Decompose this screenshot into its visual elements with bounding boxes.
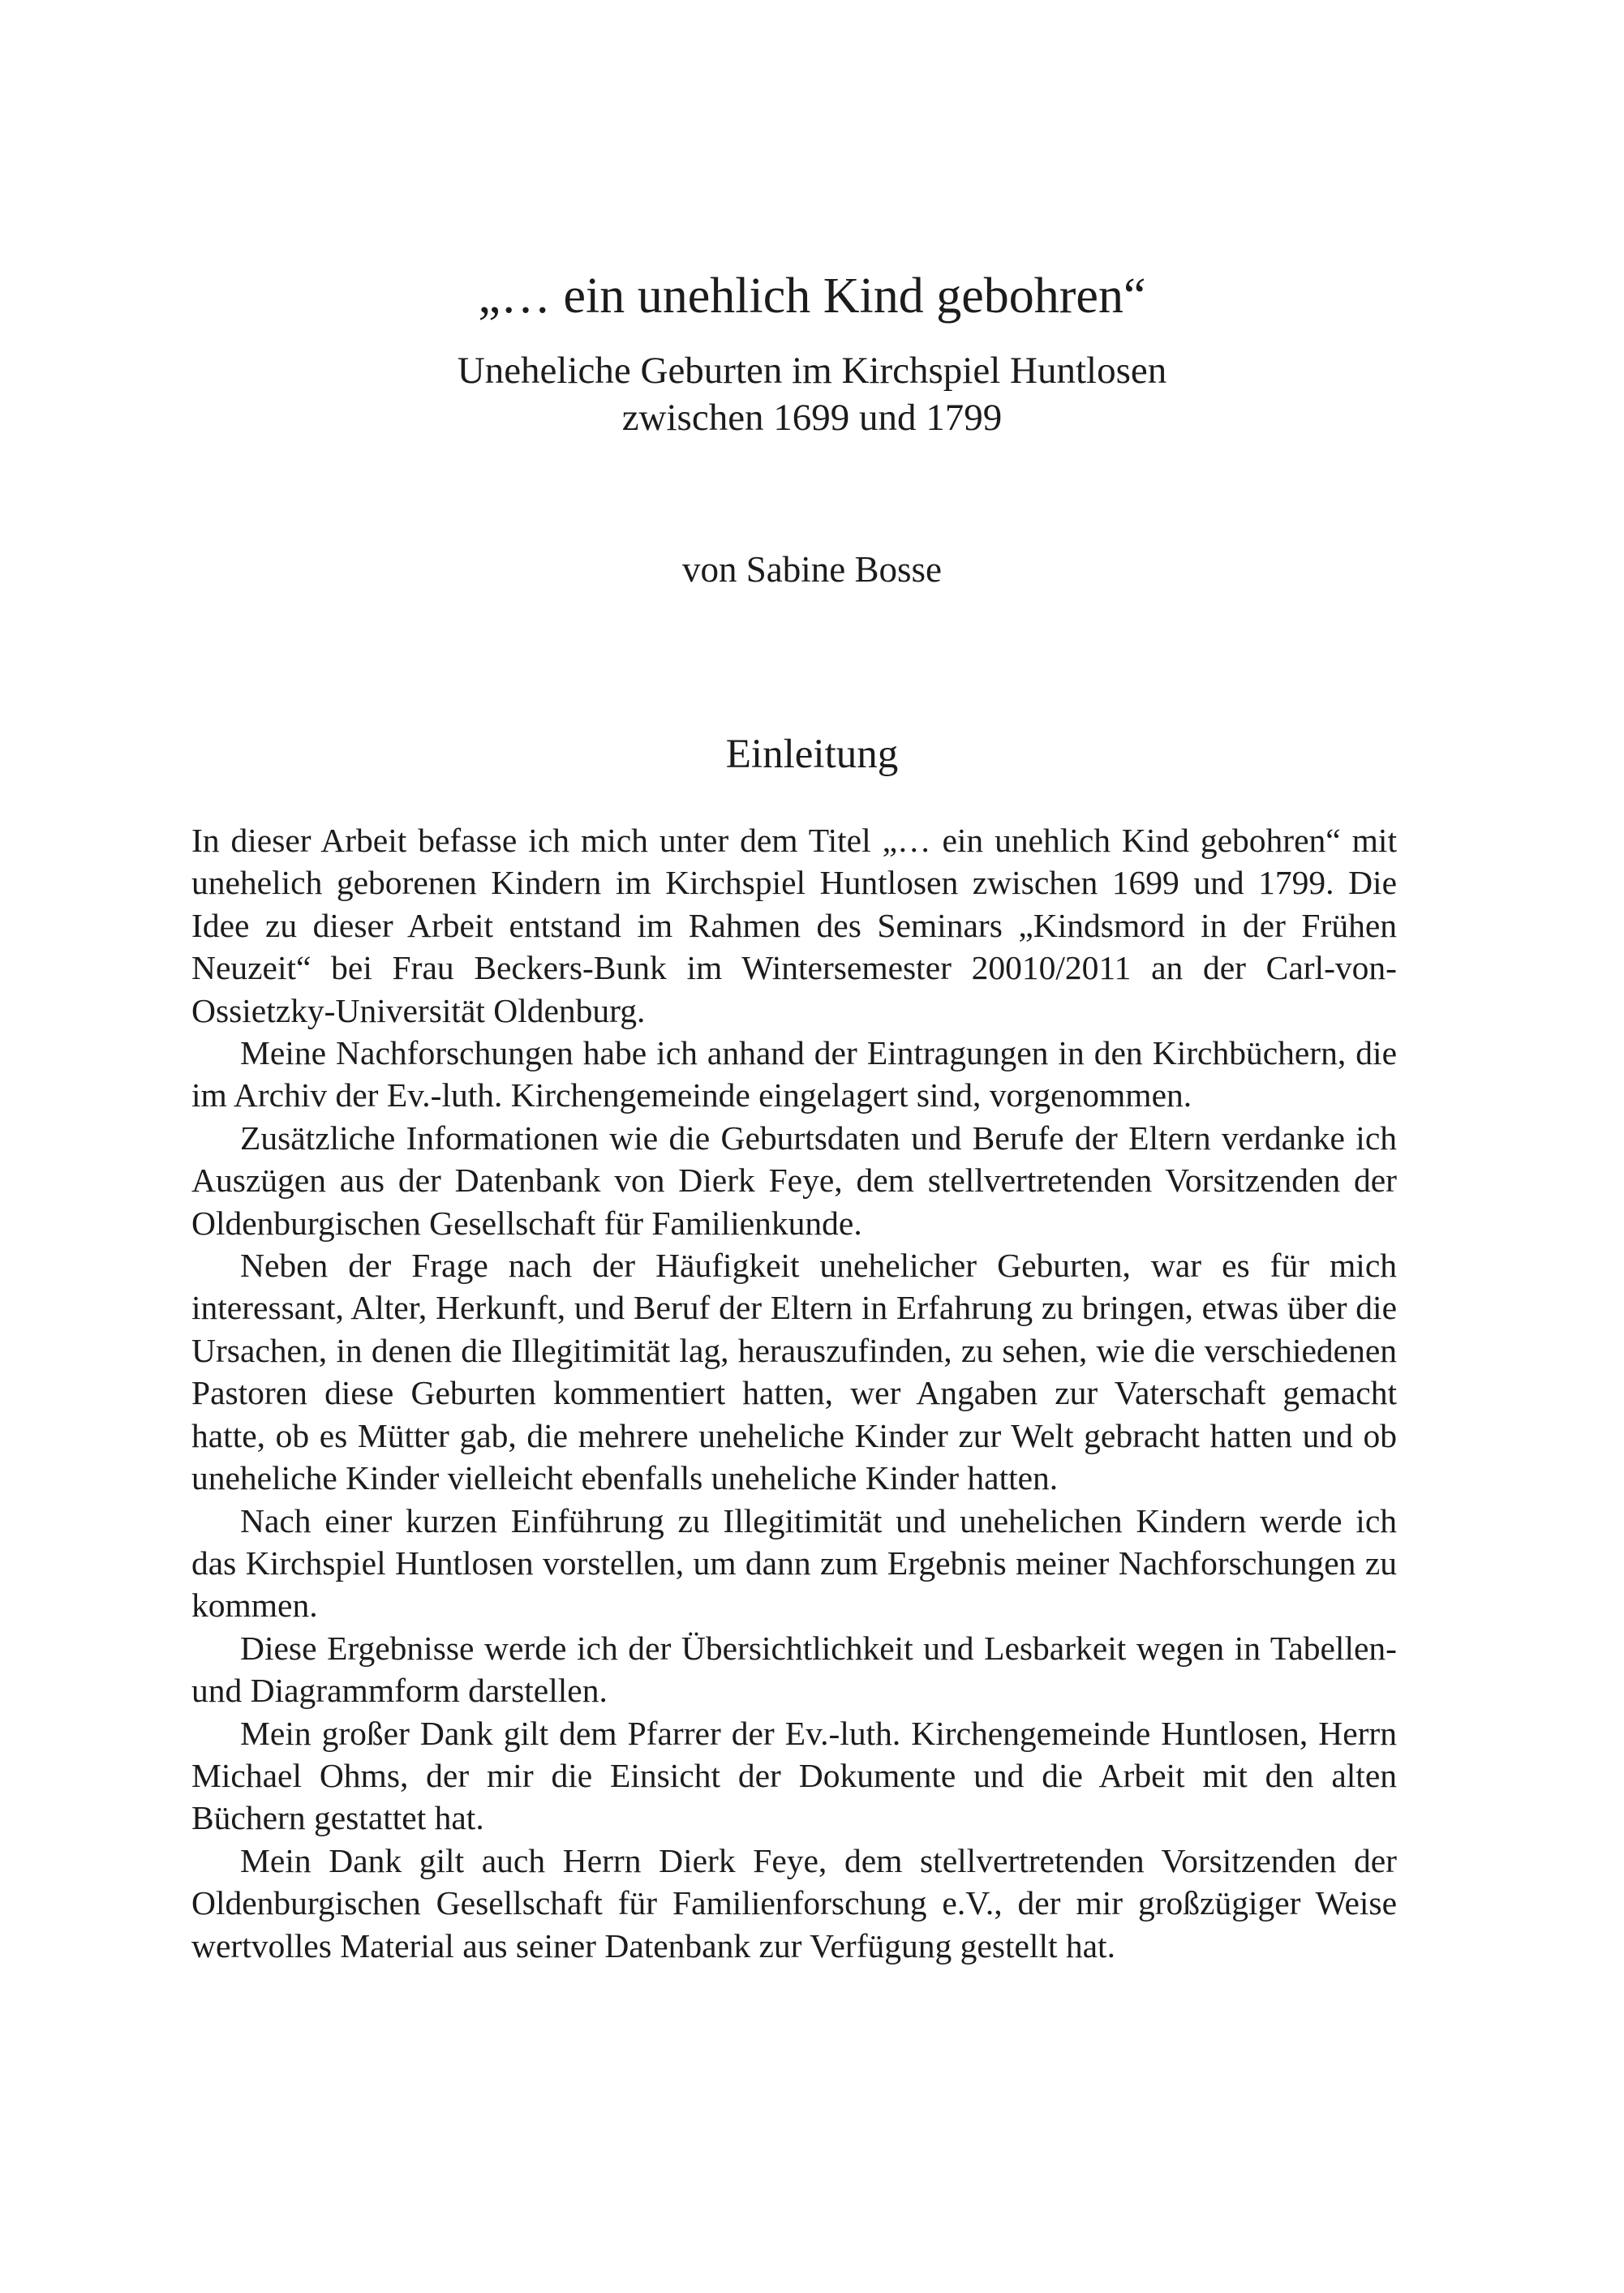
article-author: von Sabine Bosse [682, 549, 942, 590]
body-paragraph-4: Neben der Frage nach der Häufigkeit unehelicher Geburten, war es für mich interessant, Alter, Herkunft, und Beruf der Eltern in Erfahrung zu bringen, etwas über die Ursachen, in denen die Illegitimität lag, herauszufinden, zu sehen, wie die verschiedenen Pastoren diese Geburten kommentiert hatten, wer Angaben zur Vaterschaft gemacht hatte, ob es Mütter gab, die mehrere uneheliche Kinder zur Welt gebracht hatten und ob uneheliche Kinder vielleicht ebenfalls uneheliche Kinder hatten. [191, 1247, 1397, 1497]
subtitle-line-2: zwischen 1699 und 1799 [621, 397, 1003, 439]
body-paragraph-7: Mein großer Dank gilt dem Pfarrer der Ev.-luth. Kirchengemeinde Huntlosen, Herrn Michael Ohms, der mir die Einsicht der Dokumente und die Arbeit mit den alten Büchern gestattet hat. [191, 1714, 1397, 1837]
body-paragraph-8: Mein Dank gilt auch Herrn Dierk Feye, dem stellvertretenden Vorsitzenden der Oldenburgischen Gesellschaft für Familienforschung e.V., der mir großzügiger Weise wertvolles Material aus seiner Datenbank zur Verfügung gestellt hat. [191, 1841, 1397, 1965]
subtitle-line-1: Uneheliche Geburten im Kirchspiel Huntlosen [457, 350, 1167, 392]
body-paragraph-3: Zusätzliche Informationen wie die Geburtsdaten und Berufe der Eltern verdanke ich Auszügen aus der Datenbank von Dierk Feye, dem stellvertretenden Vorsitzenden der Oldenburgischen Gesellschaft für Familienkunde. [191, 1119, 1397, 1242]
body-paragraph-5: Nach einer kurzen Einführung zu Illegitimität und unehelichen Kindern werde ich das Kirchspiel Huntlosen vorstellen, um dann zum Ergebnis meiner Nachforschungen zu kommen. [191, 1501, 1397, 1625]
body-paragraph-1: In dieser Arbeit befasse ich mich unter dem Titel „… ein unehlich Kind gebohren“ mit unehelich geborenen Kindern im Kirchspiel Huntlosen zwischen 1699 und 1799. Die Idee zu dieser Arbeit entstand im Rahmen des Seminars „Kindsmord in der Frühen Neuzeit“ bei Frau Beckers-Bunk im Wintersemester 20010/2011 an der Carl-von-Ossietzky-Universität Oldenburg. [191, 822, 1397, 1029]
article-subtitle [0, 347, 1624, 441]
section-heading: Einleitung [725, 732, 899, 777]
article-title: „… ein unehlich Kind gebohren“ [478, 268, 1146, 324]
body-paragraph-6: Diese Ergebnisse werde ich der Übersichtlichkeit und Lesbarkeit wegen in Tabellen- und Diagrammform darstellen. [191, 1629, 1397, 1710]
body-paragraph-2: Meine Nachforschungen habe ich anhand der Eintragungen in den Kirchbüchern, die im Archiv der Ev.-luth. Kirchengemeinde eingelagert sind, vorgenommen. [191, 1034, 1397, 1114]
article-body [191, 819, 1397, 1967]
